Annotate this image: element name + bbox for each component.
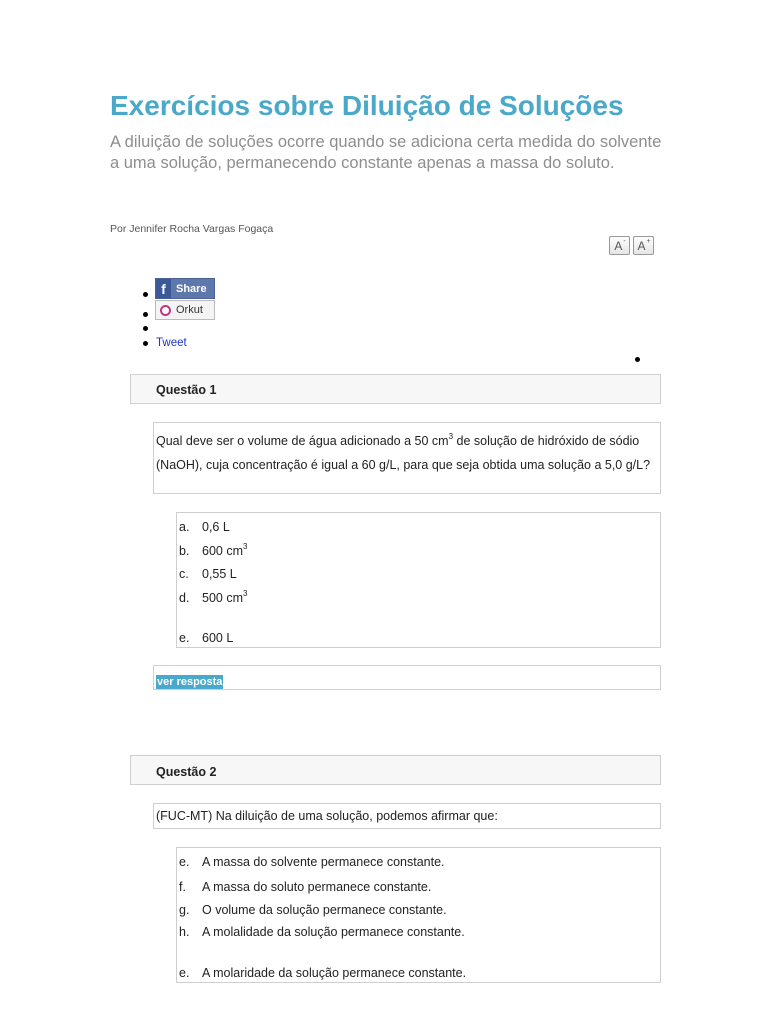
option-item[interactable] bbox=[179, 590, 247, 605]
option-item[interactable] bbox=[179, 966, 466, 980]
font-size-controls bbox=[609, 236, 654, 255]
question-1-header bbox=[130, 374, 661, 404]
option-text: 0,55 L bbox=[202, 567, 237, 581]
question-2-options bbox=[176, 847, 661, 983]
option-letter: f. bbox=[179, 880, 186, 894]
question-1-text-part: Qual deve ser o volume de água adicionado a 50 cm bbox=[156, 434, 449, 449]
tweet-link[interactable]: Tweet bbox=[156, 337, 187, 349]
author-byline: Por Jennifer Rocha Vargas Fogaça bbox=[110, 223, 274, 235]
option-letter: e. bbox=[179, 855, 190, 869]
option-text: O volume da solução permanece constante. bbox=[202, 903, 447, 917]
option-text: 600 cm bbox=[202, 544, 243, 559]
option-text: A molalidade da solução permanece constante. bbox=[202, 925, 465, 939]
question-2-text-box bbox=[153, 803, 661, 829]
facebook-share-label: Share bbox=[176, 282, 207, 295]
superscript: 3 bbox=[448, 432, 454, 441]
option-letter: h. bbox=[179, 925, 190, 939]
option-item[interactable] bbox=[179, 855, 445, 869]
question-1-text-box bbox=[153, 422, 661, 494]
option-letter: b. bbox=[179, 544, 190, 559]
superscript: 3 bbox=[243, 542, 248, 551]
decrease-font-label: A bbox=[614, 238, 623, 253]
question-1-text-part: de solução de hidróxido de sódio (NaOH), cuja concentração é igual a 60 g/L, para que seja obtida uma solução a 5,0 g/L? bbox=[156, 434, 651, 472]
option-item[interactable] bbox=[179, 543, 247, 558]
option-letter: e. bbox=[179, 966, 190, 980]
minus-sign: - bbox=[623, 238, 626, 245]
option-item[interactable] bbox=[179, 925, 465, 939]
option-text: 600 L bbox=[202, 631, 234, 645]
facebook-share-button[interactable] bbox=[155, 278, 215, 299]
orkut-icon bbox=[160, 305, 171, 316]
list-bullet bbox=[635, 357, 640, 362]
option-letter: d. bbox=[179, 591, 190, 606]
option-text: A massa do soluto permanece constante. bbox=[202, 880, 432, 894]
question-1-text bbox=[154, 426, 660, 477]
increase-font-label: A bbox=[637, 238, 646, 253]
option-text: 500 cm bbox=[202, 591, 243, 606]
option-text: A massa do solvente permanece constante. bbox=[202, 855, 445, 869]
superscript: 3 bbox=[243, 589, 248, 598]
list-bullet bbox=[143, 326, 148, 331]
view-answer-link[interactable]: ver resposta bbox=[157, 676, 223, 688]
option-letter: e. bbox=[179, 631, 190, 645]
question-2-title: Questão 2 bbox=[156, 765, 217, 779]
option-item[interactable] bbox=[179, 631, 233, 645]
option-item[interactable] bbox=[179, 520, 230, 534]
orkut-share-button[interactable] bbox=[155, 300, 215, 320]
list-bullet bbox=[143, 341, 148, 346]
option-text: A molaridade da solução permanece constante. bbox=[202, 966, 467, 980]
decrease-font-button[interactable] bbox=[609, 236, 630, 255]
option-item[interactable] bbox=[179, 880, 431, 894]
plus-sign: + bbox=[646, 238, 651, 245]
orkut-label: Orkut bbox=[176, 304, 203, 316]
facebook-icon: f bbox=[156, 279, 171, 298]
article-subtitle: A diluição de soluções ocorre quando se adiciona certa medida do solvente a uma solução, permanecendo constante apenas a massa do soluto. bbox=[110, 133, 662, 172]
question-2-text: (FUC-MT) Na diluição de uma solução, podemos afirmar que: bbox=[156, 809, 498, 823]
page-title: Exercícios sobre Diluição de Soluções bbox=[110, 90, 624, 121]
question-1-title: Questão 1 bbox=[156, 383, 217, 397]
increase-font-button[interactable] bbox=[633, 236, 654, 255]
option-letter: g. bbox=[179, 903, 190, 917]
list-bullet bbox=[143, 292, 148, 297]
list-bullet bbox=[143, 312, 148, 317]
answer-box bbox=[153, 665, 661, 690]
option-letter: c. bbox=[179, 567, 189, 581]
question-2-header bbox=[130, 755, 661, 785]
option-item[interactable] bbox=[179, 567, 237, 581]
option-text: 0,6 L bbox=[202, 520, 230, 534]
question-1-options bbox=[176, 512, 661, 648]
option-letter: a. bbox=[179, 520, 190, 534]
option-item[interactable] bbox=[179, 903, 447, 917]
